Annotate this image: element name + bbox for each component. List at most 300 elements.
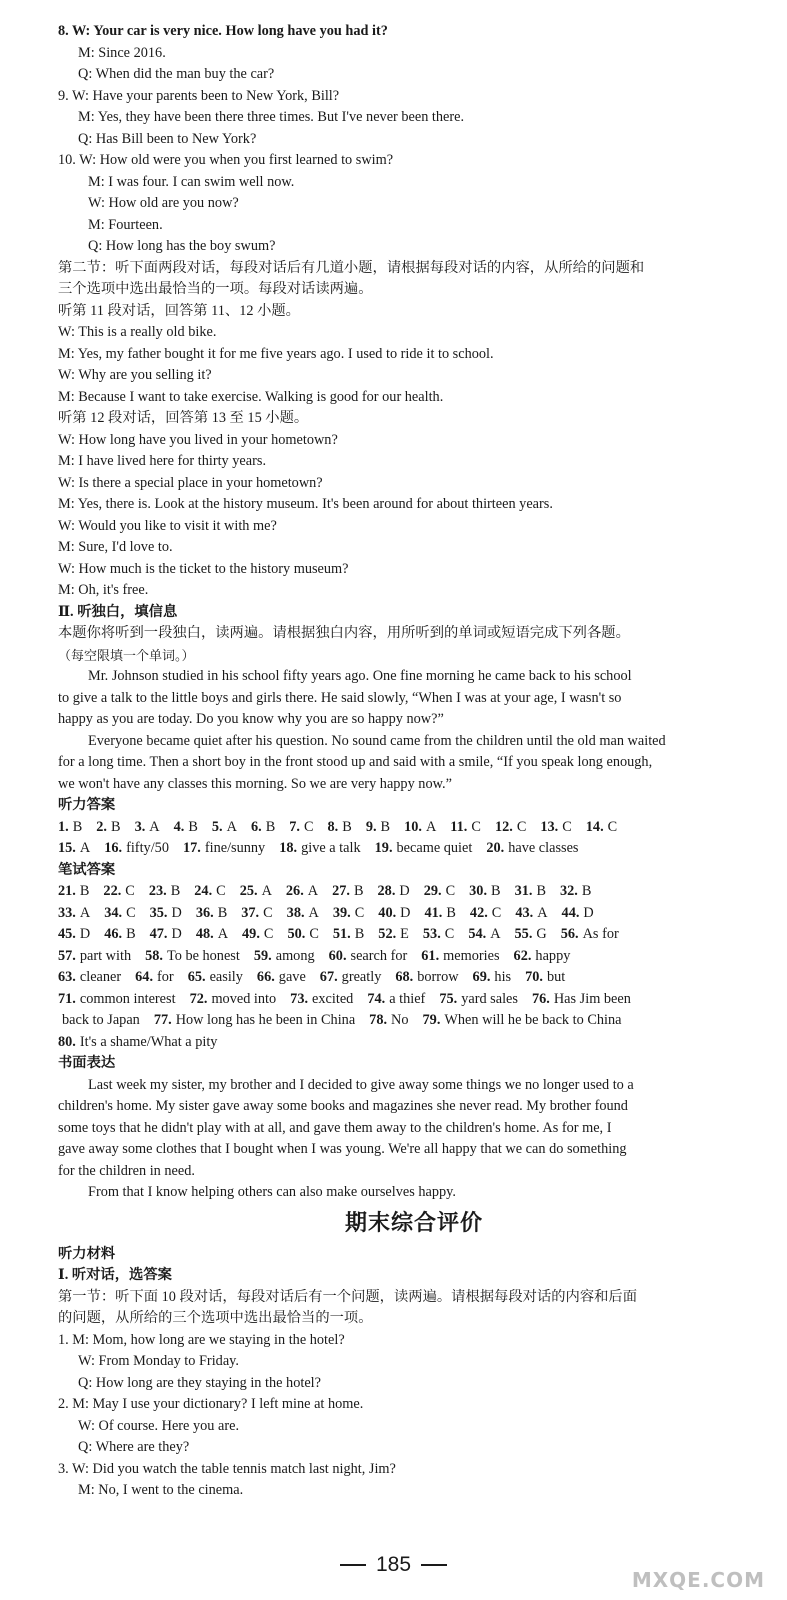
answer-number: 63.	[58, 969, 76, 985]
passage-line: for a long time. Then a short boy in the front stood up and said with a smile, “If you speak long enough,	[58, 754, 653, 770]
text-line: M: Sure, I'd love to.	[58, 539, 173, 555]
answer-number: 33.	[58, 904, 76, 921]
answer-item	[103, 881, 134, 903]
answer-value: common interest	[79, 990, 176, 1007]
answer-value: A	[537, 904, 548, 921]
answer-item	[404, 817, 436, 839]
answer-number: 47.	[149, 926, 168, 942]
answer-value: B	[72, 818, 83, 835]
written-answers-row	[58, 924, 770, 946]
answer-value: C	[516, 818, 527, 835]
answer-value: part with	[79, 947, 132, 964]
answer-number: 6.	[250, 818, 262, 835]
answer-value: C	[126, 904, 136, 921]
answer-value: cleaner	[79, 969, 122, 985]
answer-value: A	[217, 926, 229, 942]
answer-item	[289, 817, 313, 839]
answer-number: 9.	[365, 818, 377, 835]
answer-number: 46.	[104, 926, 123, 942]
answer-item	[469, 881, 500, 903]
passage-line: Everyone became quiet after his question. No sound came from the children until the old man waited	[88, 732, 666, 749]
answer-item	[287, 924, 318, 946]
answer-item	[366, 817, 390, 839]
answer-number: 5.	[211, 818, 223, 835]
answer-value: a thief	[389, 990, 426, 1007]
answer-value: have classes	[508, 840, 579, 856]
answer-item	[424, 881, 455, 903]
answer-value: G	[536, 926, 547, 942]
answer-item	[333, 924, 364, 946]
answer-value: B	[354, 926, 365, 942]
answer-item	[333, 903, 364, 925]
answer-item	[104, 903, 135, 925]
answer-value: D	[400, 904, 411, 921]
written-answers-row	[58, 1032, 770, 1054]
answer-number: 69.	[472, 969, 491, 985]
answer-value: fifty/50	[126, 840, 169, 856]
answer-number: 23.	[148, 883, 167, 899]
answer-value: A	[79, 904, 91, 921]
answer-item	[196, 903, 227, 925]
answer-number: 3.	[134, 818, 146, 835]
answer-value: memories	[443, 947, 500, 964]
page-content	[58, 21, 770, 1502]
text-line: Q: Where are they?	[78, 1439, 190, 1455]
answer-item	[150, 903, 182, 925]
text-line: 8. W: Your car is very nice. How long have you had it?	[58, 23, 388, 39]
answer-item	[320, 967, 382, 989]
answer-item	[190, 989, 277, 1011]
answer-item	[58, 924, 90, 946]
answer-value: B	[581, 883, 592, 899]
answer-number: 64.	[135, 969, 154, 985]
answer-value: gave	[278, 969, 306, 985]
answer-item	[150, 924, 182, 946]
answer-number: 45.	[58, 926, 76, 942]
answer-number: 55.	[514, 926, 533, 942]
answer-number: 11.	[450, 818, 468, 835]
text-line: M: Oh, it's free.	[58, 582, 149, 598]
essay-line: some toys that he didn't play with at all, and gave them away to the children's home. As for me, I	[58, 1119, 612, 1136]
answer-number: 38.	[286, 904, 305, 921]
answer-item	[242, 924, 273, 946]
answer-value: fine/sunny	[204, 840, 266, 856]
answer-number: 27.	[332, 883, 350, 899]
answer-number: 72.	[189, 990, 208, 1007]
answer-value: D	[171, 926, 182, 942]
answer-item	[421, 946, 499, 968]
passage-line: to give a talk to the little boys and girls there. He said slowly, “When I was at your age, I wasn't so	[58, 689, 622, 706]
answer-number: 77.	[153, 1012, 172, 1028]
text-line: W: How much is the ticket to the history museum?	[58, 560, 349, 577]
answer-number: 51.	[332, 926, 351, 942]
answer-number: 8.	[327, 818, 339, 835]
answer-number: 60.	[328, 947, 347, 964]
answer-item	[332, 881, 363, 903]
answer-value: his	[494, 969, 512, 985]
text-line: M: I have lived here for thirty years.	[58, 453, 267, 469]
answer-item	[439, 989, 518, 1011]
answer-value: As for	[582, 926, 619, 942]
answer-value: When will he be back to China	[444, 1012, 622, 1028]
section-note: （每空限填一个单词。）	[58, 647, 195, 663]
answer-value: back to Japan	[62, 1012, 140, 1028]
answer-item	[562, 903, 594, 925]
answer-value: C	[354, 904, 365, 921]
listening-answers-row-1	[58, 817, 770, 839]
written-answers-heading: 笔试答案	[58, 861, 116, 878]
section-instruction: 的问题，从所给的三个选项中选出最恰当的一项。	[58, 1310, 373, 1326]
answer-value: A	[149, 818, 160, 835]
answer-value: easily	[209, 969, 243, 985]
answer-number: 25.	[239, 883, 258, 899]
answer-item	[560, 881, 591, 903]
text-line: W: From Monday to Friday.	[78, 1353, 239, 1369]
answer-number: 15.	[58, 840, 76, 856]
answer-number: 14.	[585, 818, 604, 835]
answer-item	[378, 924, 409, 946]
answer-item	[58, 903, 90, 925]
answer-value: borrow	[417, 969, 459, 985]
answer-item	[473, 967, 512, 989]
answer-item	[425, 903, 456, 925]
text-line: 听第 11 段对话，回答第 11、12 小题。	[58, 302, 300, 319]
answer-value: C	[216, 883, 226, 899]
answer-item	[369, 1010, 408, 1032]
answer-value: C	[471, 818, 481, 835]
answer-item	[196, 924, 228, 946]
answer-number: 68.	[395, 969, 414, 985]
answer-item	[145, 946, 240, 968]
passage-line: Mr. Johnson studied in his school fifty years ago. One fine morning he came back to his school	[88, 668, 632, 684]
answer-value: greatly	[341, 969, 382, 985]
answer-value: C	[125, 883, 135, 899]
answer-number: 13.	[540, 818, 559, 835]
answer-number: 79.	[422, 1012, 441, 1028]
answer-item	[514, 946, 571, 968]
answer-number: 53.	[422, 926, 441, 942]
section-instruction: 第二节：听下面两段对话，每段对话后有几道小题，请根据每段对话的内容，从所给的问题和	[58, 259, 645, 276]
answer-number: 16.	[104, 840, 123, 856]
answer-number: 74.	[367, 990, 386, 1007]
answer-item	[183, 838, 265, 860]
answer-number: 29.	[423, 883, 442, 899]
answer-item	[154, 1010, 355, 1032]
answer-number: 31.	[514, 883, 533, 899]
written-answers-row	[58, 946, 770, 968]
answer-item	[257, 967, 306, 989]
answer-item	[378, 903, 410, 925]
answer-number: 30.	[469, 883, 488, 899]
answer-number: 75.	[439, 990, 458, 1007]
answer-value: C	[263, 926, 274, 942]
answer-number: 58.	[145, 947, 163, 964]
answer-value: among	[275, 947, 315, 964]
answer-item	[254, 946, 315, 968]
answer-number: 59.	[253, 947, 272, 964]
answer-item	[468, 924, 500, 946]
answer-value: C	[309, 926, 319, 942]
written-answers	[58, 881, 770, 1053]
answer-value: A	[307, 883, 319, 899]
text-line: M: Fourteen.	[88, 216, 163, 233]
answer-number: 56.	[560, 926, 579, 942]
answer-value: D	[79, 926, 91, 942]
answer-number: 70.	[525, 969, 543, 985]
answer-item	[58, 881, 89, 903]
answer-item	[194, 881, 225, 903]
answer-value: E	[400, 926, 409, 942]
answer-number: 28.	[377, 883, 396, 899]
answer-value: A	[490, 926, 501, 942]
text-line: M: Yes, there is. Look at the history museum. It's been around for about thirteen years.	[58, 496, 553, 512]
text-line: 2. M: May I use your dictionary? I left mine at home.	[58, 1396, 364, 1412]
answer-number: 78.	[369, 1012, 388, 1028]
text-line: 1. M: Mom, how long are we staying in the hotel?	[58, 1331, 345, 1348]
answer-number: 42.	[469, 904, 488, 921]
essay-line: gave away some clothes that I bought when I was young. We're all happy that we can do something	[58, 1141, 627, 1157]
text-line: 10. W: How old were you when you first learned to swim?	[58, 152, 394, 168]
answer-item	[58, 838, 90, 860]
answer-item	[279, 838, 360, 860]
answer-number: 76.	[531, 990, 550, 1007]
text-line: W: How long have you lived in your hometown?	[58, 431, 338, 448]
answer-value: B	[446, 904, 456, 921]
answer-number: 21.	[58, 883, 76, 899]
answer-item	[212, 817, 237, 839]
answer-number: 80.	[58, 1033, 76, 1050]
answer-number: 61.	[421, 947, 440, 964]
answer-item	[174, 817, 198, 839]
answer-item	[515, 924, 547, 946]
answer-number: 62.	[513, 947, 532, 964]
answer-value: A	[226, 818, 237, 835]
written-answers-row	[58, 903, 770, 925]
answer-value: B	[111, 818, 121, 835]
answer-value: A	[79, 840, 91, 856]
answer-item	[423, 924, 454, 946]
answer-value: A	[308, 904, 319, 921]
footer-dash	[340, 1564, 366, 1566]
answer-item	[58, 989, 176, 1011]
answer-number: 67.	[319, 969, 338, 985]
text-line: M: I was four. I can swim well now.	[88, 173, 295, 190]
answer-number: 7.	[289, 818, 300, 835]
answer-item	[240, 881, 272, 903]
answer-value: D	[399, 883, 410, 899]
answer-value: B	[265, 818, 276, 835]
answer-number: 17.	[182, 840, 201, 856]
answer-item	[561, 924, 619, 946]
text-line: 9. W: Have your parents been to New York, Bill?	[58, 87, 340, 104]
text-line: W: Of course. Here you are.	[78, 1417, 240, 1434]
answer-item	[290, 989, 353, 1011]
section-instruction: 第一节：听下面 10 段对话，每段对话后有一个问题，读两遍。请根据每段对话的内容和后面	[58, 1288, 638, 1305]
answer-value: happy	[535, 947, 571, 964]
answer-item	[450, 817, 481, 839]
text-line: Q: When did the man buy the car?	[78, 66, 275, 82]
answer-item	[586, 817, 617, 839]
answer-number: 65.	[187, 969, 206, 985]
answer-number: 43.	[515, 904, 534, 921]
answer-value: D	[583, 904, 594, 921]
answer-item	[58, 817, 82, 839]
answer-value: B	[491, 883, 501, 899]
answer-item	[470, 903, 501, 925]
answer-number: 32.	[559, 883, 578, 899]
answer-number: 52.	[378, 926, 397, 942]
answer-number: 54.	[468, 926, 487, 942]
essay-line: children's home. My sister gave away some books and magazines she never read. My brother found	[58, 1098, 628, 1114]
answer-value: C	[445, 883, 456, 899]
answer-value: B	[79, 883, 90, 899]
answer-item	[135, 817, 160, 839]
answer-item	[375, 838, 473, 860]
text-line: W: How old are you now?	[88, 195, 239, 211]
answer-value: C	[607, 818, 618, 835]
answer-number: 24.	[194, 883, 213, 899]
answer-value: D	[171, 904, 182, 921]
text-line: 听第 12 段对话，回答第 13 至 15 小题。	[58, 410, 309, 426]
answer-number: 18.	[279, 840, 298, 856]
answer-number: 39.	[332, 904, 351, 921]
answers-heading: 听力答案	[58, 797, 116, 813]
text-line: W: Why are you selling it?	[58, 367, 212, 383]
answer-value: search for	[350, 947, 408, 964]
essay-line: for the children in need.	[58, 1162, 195, 1179]
answer-value: To be honest	[166, 947, 240, 964]
answer-number: 73.	[290, 990, 309, 1007]
answer-item	[495, 817, 526, 839]
text-line: 3. W: Did you watch the table tennis match last night, Jim?	[58, 1460, 396, 1477]
answer-number: 4.	[173, 818, 185, 835]
writing-heading: 书面表达	[58, 1055, 116, 1071]
answer-item	[58, 1032, 217, 1054]
answer-item	[423, 1010, 622, 1032]
text-line: M: Because I want to take exercise. Walking is good for our health.	[58, 388, 444, 405]
written-answers-row	[58, 1010, 770, 1032]
passage-line: happy as you are today. Do you know why you are so happy now?”	[58, 711, 444, 727]
answer-item	[515, 903, 547, 925]
answer-value: A	[425, 818, 437, 835]
written-answers-row	[58, 881, 770, 903]
answer-item	[149, 881, 180, 903]
answer-value: B	[342, 818, 352, 835]
answer-item	[58, 1010, 140, 1032]
answer-value: B	[380, 818, 391, 835]
text-line: Q: Has Bill been to New York?	[78, 130, 257, 147]
answer-value: moved into	[211, 990, 277, 1007]
answer-value: No	[391, 1012, 409, 1028]
answer-value: C	[491, 904, 502, 921]
footer-dash	[421, 1564, 447, 1566]
answer-item	[135, 967, 174, 989]
answer-number: 19.	[374, 840, 393, 856]
text-line: M: Yes, they have been there three times. But I've never been there.	[78, 109, 465, 125]
text-line: Q: How long are they staying in the hotel?	[78, 1374, 321, 1391]
page-number: 185	[375, 1553, 412, 1576]
answer-number: 2.	[96, 818, 108, 835]
answer-number: 41.	[424, 904, 443, 921]
answer-value: Has Jim been	[553, 990, 631, 1007]
answer-number: 10.	[404, 818, 422, 835]
answer-item	[241, 903, 272, 925]
answer-number: 34.	[104, 904, 123, 921]
answer-value: but	[546, 969, 566, 985]
essay-line: From that I know helping others can also make ourselves happy.	[88, 1184, 456, 1200]
text-line: Q: How long has the boy swum?	[88, 238, 276, 254]
answer-item	[104, 924, 135, 946]
answer-number: 12.	[494, 818, 513, 835]
text-line: W: This is a really old bike.	[58, 324, 217, 340]
answer-number: 36.	[195, 904, 214, 921]
answer-value: A	[261, 883, 272, 899]
answer-number: 57.	[58, 947, 76, 964]
answer-number: 71.	[58, 990, 76, 1007]
answer-item	[286, 881, 318, 903]
answer-item	[96, 817, 120, 839]
section-instruction: 本题你将听到一段独白，读两遍。请根据独白内容，用所听到的单词或短语完成下列各题。	[58, 625, 630, 641]
section-heading: 听力材料	[58, 1245, 116, 1262]
answer-item	[188, 967, 243, 989]
answer-number: 35.	[149, 904, 168, 921]
answer-number: 50.	[287, 926, 306, 942]
answer-item	[532, 989, 631, 1011]
answer-item	[58, 967, 121, 989]
section-title: 期末综合评价	[344, 1210, 483, 1236]
answer-value: B	[217, 904, 228, 921]
answer-number: 37.	[241, 904, 260, 921]
answer-value: How long has he been in China	[175, 1012, 356, 1028]
answer-value: became quiet	[396, 840, 473, 856]
answer-item	[104, 838, 169, 860]
answer-item	[287, 903, 319, 925]
text-line: W: Would you like to visit it with me?	[58, 517, 277, 534]
answer-item	[251, 817, 275, 839]
answer-value: B	[188, 818, 198, 835]
answer-number: 20.	[486, 840, 505, 856]
text-line: M: Yes, my father bought it for me five years ago. I used to ride it to school.	[58, 345, 494, 362]
answer-value: give a talk	[301, 840, 361, 856]
answer-number: 49.	[242, 926, 260, 942]
answer-number: 48.	[195, 926, 214, 942]
watermark-logo: MXQE.COM	[631, 1568, 765, 1592]
answer-value: C	[303, 818, 314, 835]
written-answers-row	[58, 967, 770, 989]
answer-value: excited	[312, 990, 354, 1007]
answer-value: C	[562, 818, 572, 835]
answer-value: It's a shame/What a pity	[79, 1033, 218, 1050]
text-line	[58, 21, 770, 43]
section-instruction: 三个选项中选出最恰当的一项。每段对话读两遍。	[58, 281, 373, 297]
answer-value: B	[170, 883, 181, 899]
answer-item	[486, 838, 578, 860]
answer-item	[378, 881, 410, 903]
answer-item	[395, 967, 458, 989]
section-heading: Ⅱ. 听独白，填信息	[58, 603, 178, 620]
answer-number: 26.	[285, 883, 304, 899]
essay-line: Last week my sister, my brother and I decided to give away some things we no longer used to a	[88, 1076, 634, 1093]
answer-value: B	[353, 883, 364, 899]
answer-value: C	[444, 926, 455, 942]
answer-value: B	[536, 883, 546, 899]
answer-number: 1.	[58, 818, 69, 835]
answer-value: B	[126, 926, 136, 942]
text-line: M: No, I went to the cinema.	[78, 1482, 244, 1498]
answer-number: 44.	[561, 904, 580, 921]
written-answers-row	[58, 989, 770, 1011]
answer-number: 66.	[256, 969, 275, 985]
